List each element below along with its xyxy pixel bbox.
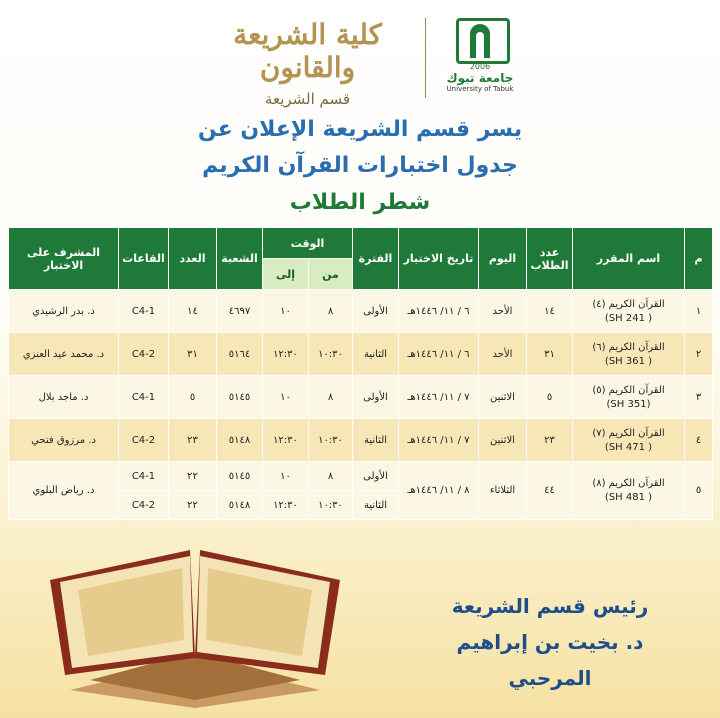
cell-room: C4-2 xyxy=(119,333,169,376)
cell-to: ١٢:٣٠ xyxy=(263,333,309,376)
cell-num: ٥ xyxy=(685,462,713,520)
cell-to: ١٢:٣٠ xyxy=(263,419,309,462)
cell-students: ٤٤ xyxy=(527,462,573,520)
cell-count: ٥ xyxy=(169,376,217,419)
cell-num: ٤ xyxy=(685,419,713,462)
cell-section: ٥١٤٨ xyxy=(217,491,263,520)
cell-period: الثانية xyxy=(353,333,399,376)
university-logo xyxy=(440,14,520,104)
university-year: 2006 xyxy=(469,62,491,71)
table-row xyxy=(9,462,713,491)
college-logo xyxy=(200,18,415,108)
cell-supervisor: د. ماجد بلال xyxy=(9,376,119,419)
cell-course xyxy=(573,333,685,376)
cell-date: ٧ / ١١/ ١٤٤٦هـ xyxy=(399,419,479,462)
letterhead xyxy=(0,0,720,110)
cell-num: ٢ xyxy=(685,333,713,376)
university-name-en: University of Tabuk xyxy=(446,85,514,93)
course-name: القرآن الكريم (٧) xyxy=(592,427,665,439)
cell-students: ٣١ xyxy=(527,333,573,376)
cell-section: ٥١٦٤ xyxy=(217,333,263,376)
cell-course xyxy=(573,376,685,419)
university-name: جامعة تبوك xyxy=(446,71,514,85)
signature-name: د. بخيت بن إبراهيم المرحبي xyxy=(456,630,644,690)
header-num: م xyxy=(685,228,713,290)
table-row xyxy=(9,419,713,462)
cell-room: C4-2 xyxy=(119,419,169,462)
cell-students: ٢٣ xyxy=(527,419,573,462)
cell-from: ١٠:٣٠ xyxy=(309,491,353,520)
college-title: كلية الشريعة والقانون xyxy=(233,18,382,84)
cell-section: ٥١٤٥ xyxy=(217,462,263,491)
title-line-3: شطر الطلاب xyxy=(289,190,431,215)
cell-from: ١٠:٣٠ xyxy=(309,419,353,462)
cell-num: ١ xyxy=(685,290,713,333)
cell-num: ٣ xyxy=(685,376,713,419)
cell-from: ٨ xyxy=(309,376,353,419)
cell-date: ٦ / ١١/ ١٤٤٦هـ xyxy=(399,290,479,333)
cell-period: الثانية xyxy=(353,419,399,462)
cell-course xyxy=(573,290,685,333)
header-section: الشعبة xyxy=(217,228,263,290)
header-date: تاريخ الاختبار xyxy=(399,228,479,290)
cell-supervisor: د. بدر الرشيدي xyxy=(9,290,119,333)
course-name: القرآن الكريم (٤) xyxy=(592,298,665,310)
title-line-1: يسر قسم الشريعة الإعلان عن xyxy=(197,117,523,142)
cell-count: ٢٢ xyxy=(169,491,217,520)
header-time: الوقت xyxy=(263,228,353,259)
cell-from: ١٠:٣٠ xyxy=(309,333,353,376)
cell-section: ٤٦٩٧ xyxy=(217,290,263,333)
header-time-from: من xyxy=(309,259,353,290)
header-course: اسم المقرر xyxy=(573,228,685,290)
exam-schedule-table xyxy=(8,227,713,520)
cell-count: ٣١ xyxy=(169,333,217,376)
course-code: (SH 351) xyxy=(606,398,651,410)
cell-supervisor: د. محمد عيد العنزي xyxy=(9,333,119,376)
table-row xyxy=(9,376,713,419)
cell-room: C4-1 xyxy=(119,290,169,333)
cell-date: ٦ / ١١/ ١٤٤٦هـ xyxy=(399,333,479,376)
cell-supervisor: د. مرزوق فتحي xyxy=(9,419,119,462)
header-day: اليوم xyxy=(479,228,527,290)
cell-course xyxy=(573,419,685,462)
table-row xyxy=(9,333,713,376)
cell-course xyxy=(573,462,685,520)
cell-day: الأحد xyxy=(479,333,527,376)
header-rooms: القاعات xyxy=(119,228,169,290)
cell-to: ١٠ xyxy=(263,462,309,491)
course-code: ( SH 481) xyxy=(604,492,653,503)
header-period: الفترة xyxy=(353,228,399,290)
cell-to: ١٢:٣٠ xyxy=(263,491,309,520)
header-students: عدد الطلاب xyxy=(527,228,573,290)
cell-room: C4-2 xyxy=(119,491,169,520)
cell-section: ٥١٤٨ xyxy=(217,419,263,462)
cell-day: الثلاثاء xyxy=(479,462,527,520)
cell-period: الثانية xyxy=(353,491,399,520)
cell-to: ١٠ xyxy=(263,376,309,419)
header-supervisor: المشرف على الاختبار xyxy=(9,228,119,290)
header-divider xyxy=(425,18,426,98)
cell-day: الاثنين xyxy=(479,376,527,419)
cell-supervisor: د. رياض البلوي xyxy=(9,462,119,520)
cell-count: ٢٢ xyxy=(169,462,217,491)
table-row xyxy=(9,290,713,333)
header-time-to: إلى xyxy=(263,259,309,290)
cell-students: ٥ xyxy=(527,376,573,419)
cell-date: ٨ / ١١/ ١٤٤٦هـ xyxy=(399,462,479,520)
course-name: القرآن الكريم (٨) xyxy=(592,478,665,489)
cell-to: ١٠ xyxy=(263,290,309,333)
cell-day: الاثنين xyxy=(479,419,527,462)
signature-title: رئيس قسم الشريعة xyxy=(451,594,649,618)
title-line-2: جدول اختبارات القرآن الكريم xyxy=(202,153,518,178)
course-code: ( SH 361) xyxy=(604,355,653,367)
cell-period: الأولى xyxy=(353,376,399,419)
quran-book-illustration xyxy=(30,540,360,710)
course-code: ( SH 241) xyxy=(604,312,653,324)
announcement-title xyxy=(0,112,720,222)
course-name: القرآن الكريم (٦) xyxy=(592,341,665,353)
course-code: ( SH 471) xyxy=(604,441,653,453)
cell-count: ١٤ xyxy=(169,290,217,333)
cell-day: الأحد xyxy=(479,290,527,333)
course-name: القرآن الكريم (٥) xyxy=(592,384,665,396)
cell-period: الأولى xyxy=(353,462,399,491)
cell-students: ١٤ xyxy=(527,290,573,333)
cell-room: C4-1 xyxy=(119,462,169,491)
cell-date: ٧ / ١١/ ١٤٤٦هـ xyxy=(399,376,479,419)
cell-period: الأولى xyxy=(353,290,399,333)
university-emblem-icon xyxy=(452,14,508,60)
signature-block xyxy=(420,588,680,696)
college-department: قسم الشريعة xyxy=(264,90,351,108)
cell-section: ٥١٤٥ xyxy=(217,376,263,419)
cell-from: ٨ xyxy=(309,290,353,333)
cell-from: ٨ xyxy=(309,462,353,491)
cell-room: C4-1 xyxy=(119,376,169,419)
cell-count: ٢٣ xyxy=(169,419,217,462)
header-count: العدد xyxy=(169,228,217,290)
